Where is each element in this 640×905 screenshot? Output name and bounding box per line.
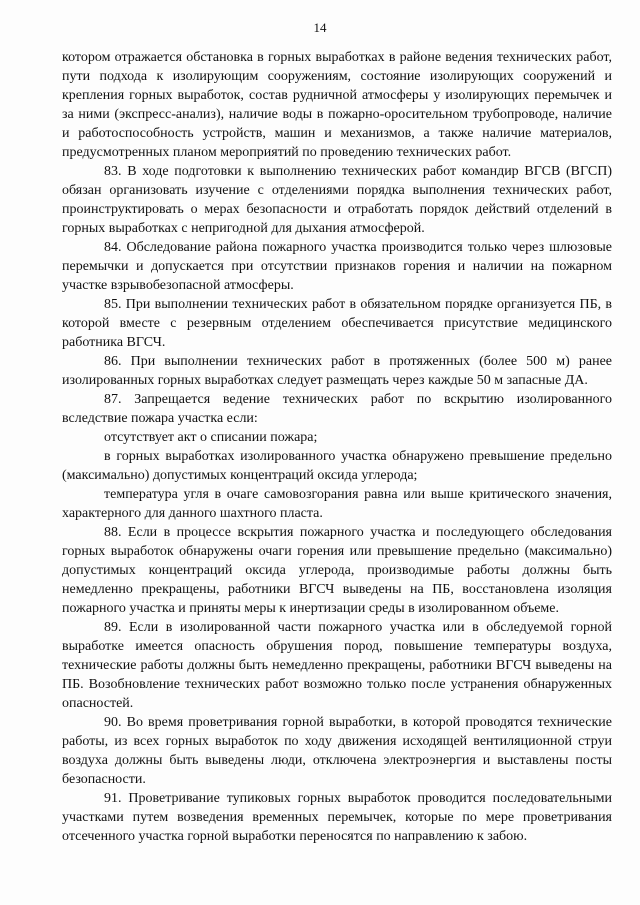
paragraph: 90. Во время проветривания горной выработки, в которой проводятся технические работы, из всех горных выработок по ходу движения исходящей вентиляционной струи воздуха должны быть выведены люди, отключена электроэнергия и выставлены посты безопасности. <box>62 715 612 787</box>
paragraph: отсутствует акт о списании пожара; <box>104 430 318 445</box>
paragraph: 85. При выполнении технических работ в обязательном порядке организуется ПБ, в которой вместе с резервным отделением обеспечивается присутствие медицинского работника ВГСЧ. <box>62 297 612 350</box>
paragraph: 87. Запрещается ведение технических работ по вскрытию изолированного вследствие пожара участка если: <box>62 392 612 426</box>
paragraph: в горных выработках изолированного участка обнаружено превышение предельно (максимально) допустимых концентраций оксида углерода; <box>62 449 612 483</box>
paragraph: котором отражается обстановка в горных выработках в районе ведения технических работ, пути подхода к изолирующим сооружениям, состояние изолирующих сооружений и крепления горных выработок, состав рудничной атмосферы у изолирующих перемычек и за ними (экспресс-анализ), наличие воды в пожарно-оросительном трубопроводе, наличие и работоспособность устройств, машин и механизмов, а также наличие материалов, предусмотренных планом мероприятий по проведению технических работ. <box>62 50 612 160</box>
paragraph: 91. Проветривание тупиковых горных выработок проводится последовательными участками путем возведения временных перемычек, которые по мере проветривания отсеченного участка горной выработки переносятся по направлению к забою. <box>62 791 612 844</box>
paragraph: 83. В ходе подготовки к выполнению технических работ командир ВГСВ (ВГСП) обязан организовать изучение с отделениями порядка выполнения технических работ, проинструктировать о мерах безопасности и отработать порядок действий отделений в горных выработках с непригодной для дыхания атмосферой. <box>62 164 612 236</box>
document-body <box>62 48 612 846</box>
paragraph: 86. При выполнении технических работ в протяженных (более 500 м) ранее изолированных горных выработках следует размещать через каждые 50 м запасные ДА. <box>62 354 612 388</box>
paragraph: температура угля в очаге самовозгорания равна или выше критического значения, характерного для данного шахтного пласта. <box>62 487 612 521</box>
paragraph: 84. Обследование района пожарного участка производится только через шлюзовые перемычки и допускается при отсутствии признаков горения и наличии на пожарном участке взрывобезопасной атмосферы. <box>62 240 612 293</box>
page-number: 14 <box>313 20 327 35</box>
paragraph: 88. Если в процессе вскрытия пожарного участка и последующего обследования горных выработок обнаружены очаги горения или превышение предельно (максимально) допустимых концентраций оксида углерода, производимые работы должны быть немедленно прекращены, работники ВГСЧ выведены на ПБ, восстановлена изоляция пожарного участка и приняты меры к инертизации среды в изолированном объеме. <box>62 525 612 616</box>
paragraph: 89. Если в изолированной части пожарного участка или в обследуемой горной выработке имеется опасность обрушения пород, повышение температуры воздуха, технические работы должны быть немедленно прекращены, работники ВГСЧ выведены на ПБ. Возобновление технических работ возможно только после устранения обнаруженных опасностей. <box>62 620 612 711</box>
